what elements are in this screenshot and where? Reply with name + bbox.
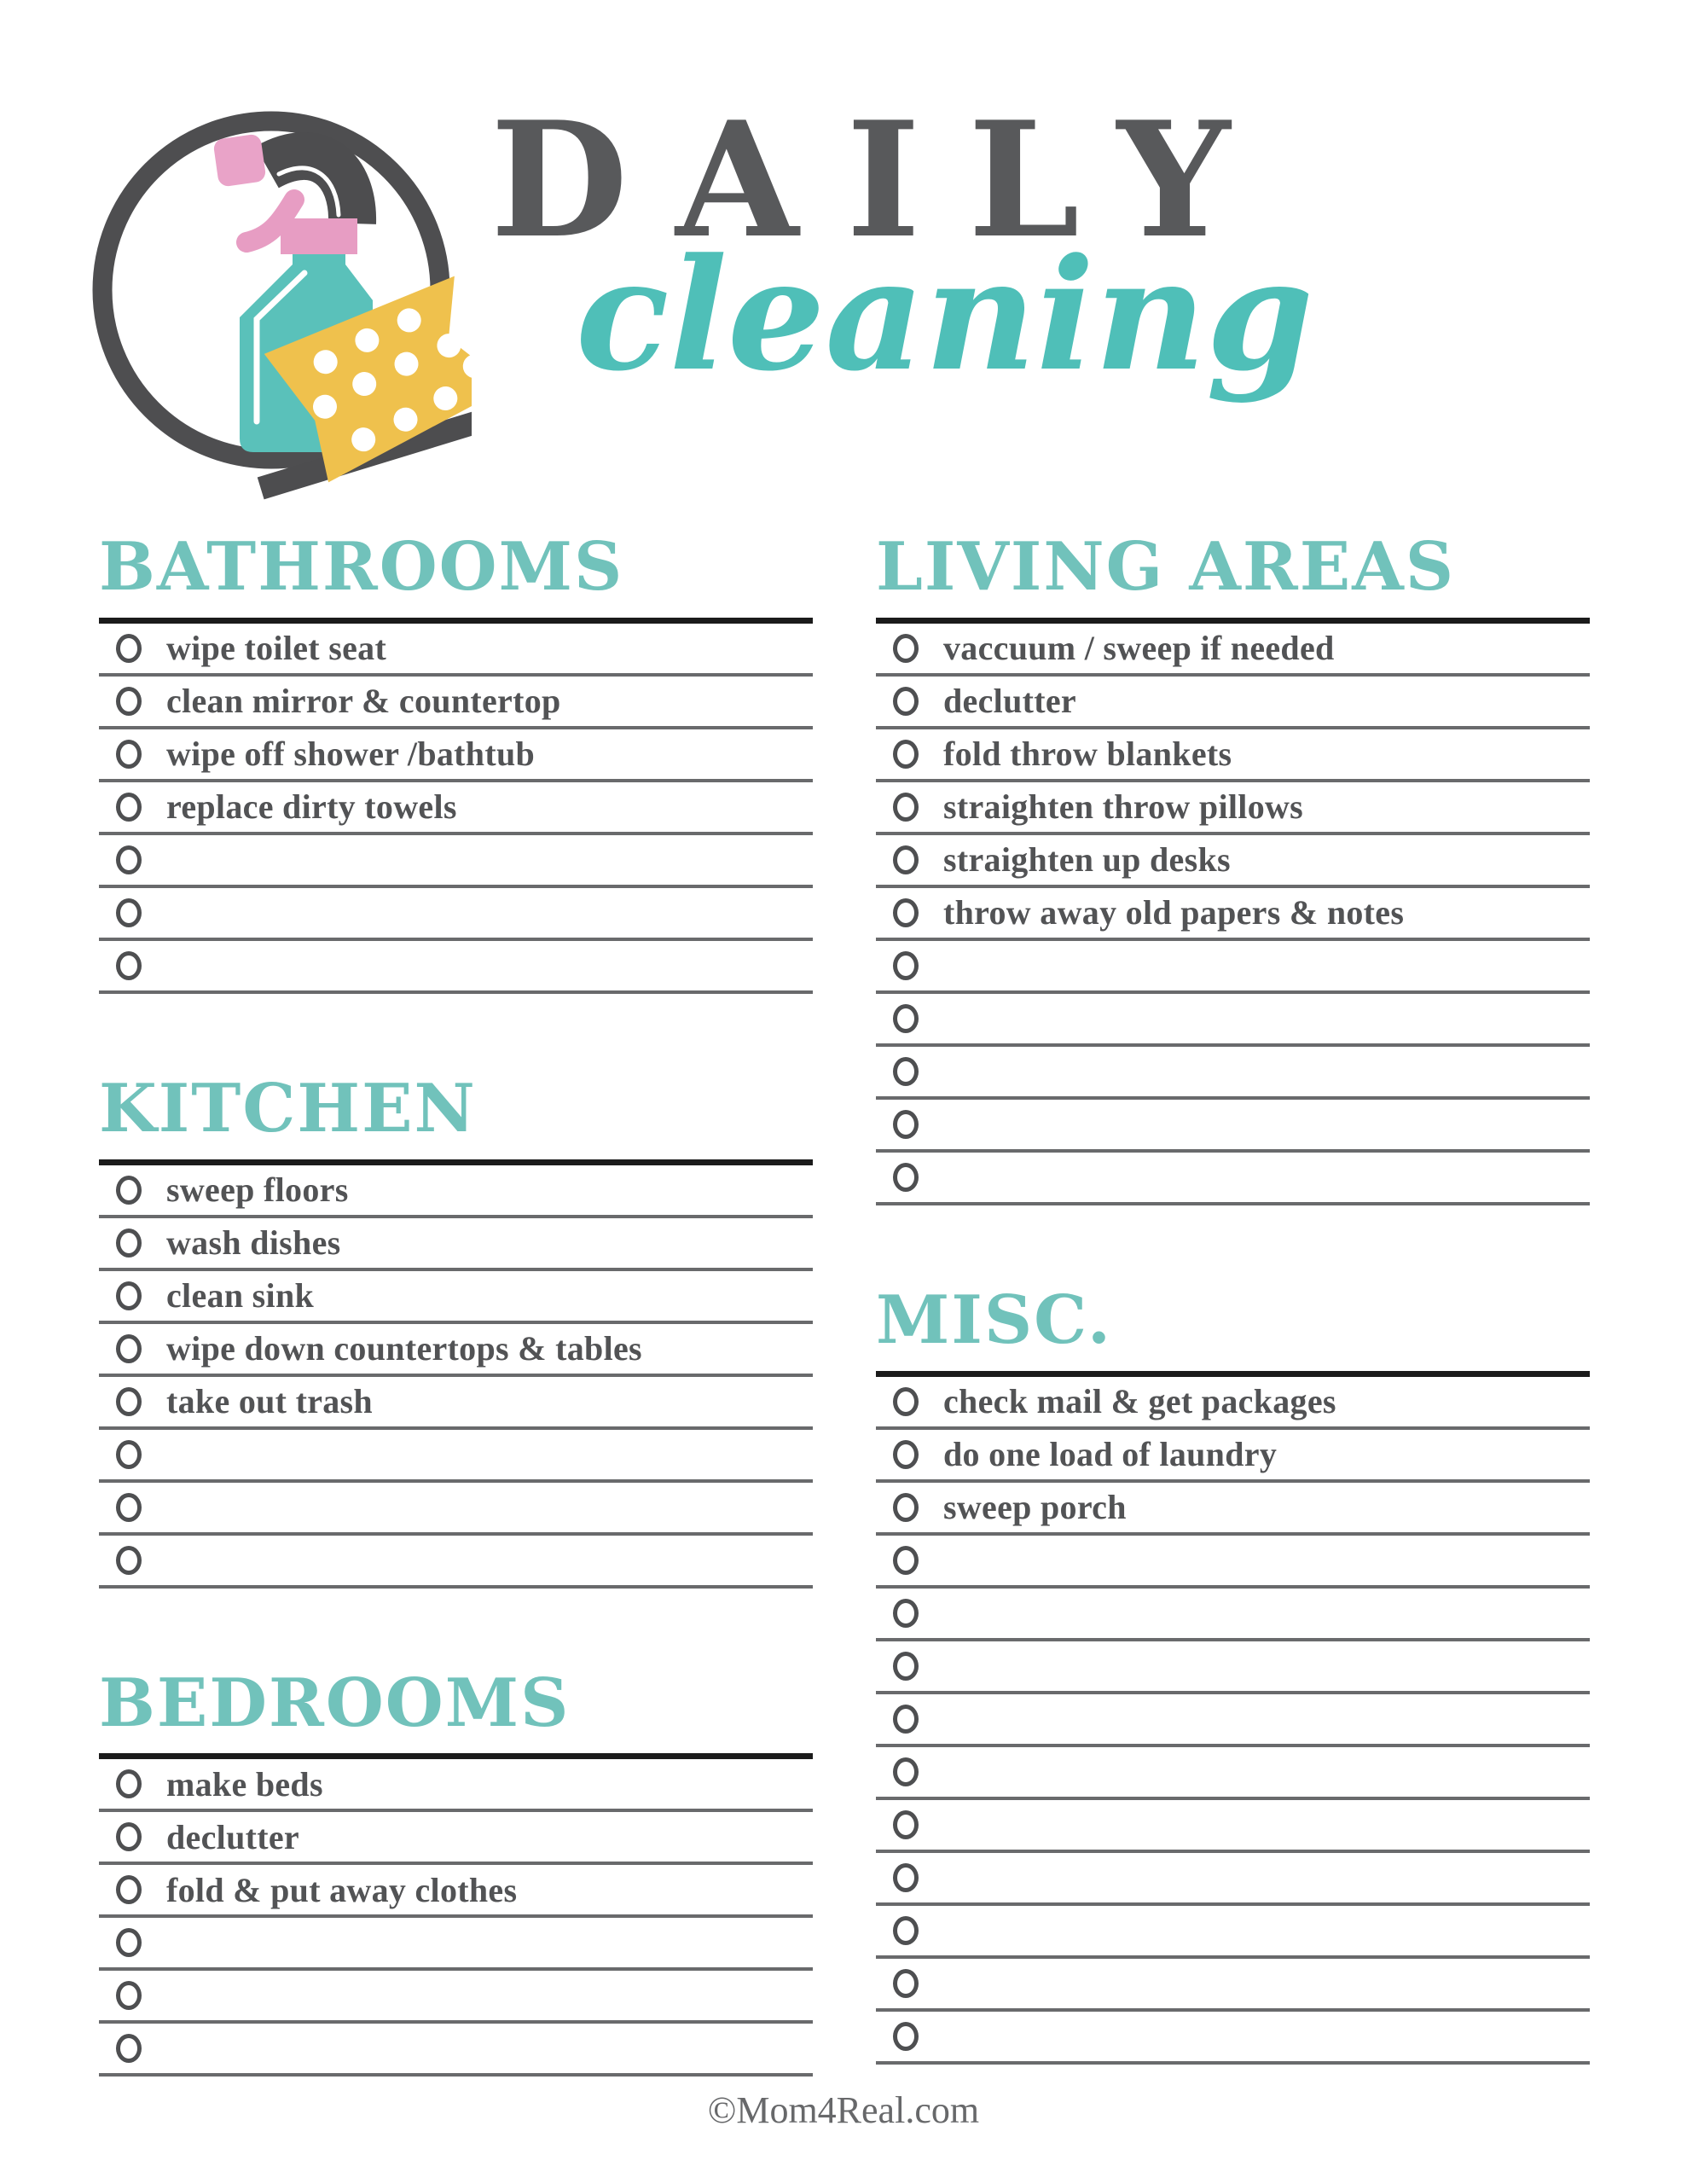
checklist-row bbox=[876, 2012, 1590, 2065]
checklist-row bbox=[99, 624, 813, 677]
checklist-row bbox=[876, 1100, 1590, 1153]
item-label: take out trash bbox=[166, 1382, 373, 1421]
checklist-row bbox=[99, 677, 813, 729]
checklist-row bbox=[99, 1483, 813, 1536]
checklist-row bbox=[876, 941, 1590, 994]
bottle-collar bbox=[281, 218, 357, 254]
checklist-row bbox=[876, 782, 1590, 835]
page-title bbox=[490, 86, 1314, 493]
item-label: wipe toilet seat bbox=[166, 629, 387, 668]
checkbox-circle[interactable] bbox=[893, 687, 919, 716]
checkbox-circle[interactable] bbox=[893, 1810, 919, 1839]
checkbox-circle[interactable] bbox=[116, 793, 142, 822]
checkbox-circle[interactable] bbox=[116, 1228, 142, 1258]
item-label: wipe down countertops & tables bbox=[166, 1329, 642, 1368]
item-label: do one load of laundry bbox=[943, 1435, 1278, 1474]
checklist-row bbox=[99, 1324, 813, 1377]
checklist-row bbox=[99, 1218, 813, 1271]
section-divider bbox=[99, 618, 813, 624]
checkbox-circle[interactable] bbox=[893, 1163, 919, 1192]
item-label: make beds bbox=[166, 1764, 323, 1804]
checkbox-circle[interactable] bbox=[116, 1928, 142, 1957]
item-label: wash dishes bbox=[166, 1223, 341, 1263]
checklist-row bbox=[99, 1918, 813, 1971]
checkbox-circle[interactable] bbox=[116, 1176, 142, 1205]
checkbox-circle[interactable] bbox=[116, 1546, 142, 1575]
checkbox-circle[interactable] bbox=[893, 845, 919, 874]
checkbox-circle[interactable] bbox=[893, 1916, 919, 1945]
section-heading: BATHROOMS bbox=[99, 528, 624, 606]
item-label: throw away old papers & notes bbox=[943, 893, 1405, 932]
checkbox-circle[interactable] bbox=[893, 1440, 919, 1469]
checklist-section bbox=[99, 528, 813, 994]
item-label: sweep floors bbox=[166, 1170, 349, 1210]
checkbox-circle[interactable] bbox=[893, 634, 919, 663]
checkbox-circle[interactable] bbox=[893, 1599, 919, 1628]
checklist-row bbox=[876, 1800, 1590, 1853]
checklist-row bbox=[876, 835, 1590, 888]
checkbox-circle[interactable] bbox=[893, 1757, 919, 1786]
checklist-row bbox=[99, 1812, 813, 1865]
checkbox-circle[interactable] bbox=[116, 1387, 142, 1416]
item-label: replace dirty towels bbox=[166, 787, 457, 827]
checklist-row bbox=[99, 941, 813, 994]
item-label: sweep porch bbox=[943, 1488, 1127, 1527]
checklist-row bbox=[99, 1971, 813, 2024]
checkbox-circle[interactable] bbox=[893, 1652, 919, 1681]
checklist-row bbox=[876, 1641, 1590, 1694]
item-label: clean mirror & countertop bbox=[166, 682, 561, 721]
checklist-row bbox=[99, 1759, 813, 1812]
section-heading: LIVING AREAS bbox=[876, 528, 1456, 606]
checkbox-circle[interactable] bbox=[116, 1281, 142, 1310]
checklist-row bbox=[876, 1853, 1590, 1906]
checkbox-circle[interactable] bbox=[893, 793, 919, 822]
item-label: check mail & get packages bbox=[943, 1382, 1336, 1421]
checklist-section bbox=[876, 528, 1590, 1205]
section-heading: KITCHEN bbox=[99, 1069, 477, 1147]
checklist-row bbox=[876, 1047, 1590, 1100]
checklist-row bbox=[876, 1747, 1590, 1800]
item-label: clean sink bbox=[166, 1276, 315, 1316]
checkbox-circle[interactable] bbox=[116, 1875, 142, 1904]
checkbox-circle[interactable] bbox=[893, 951, 919, 980]
footer-credit: ©Mom4Real.com bbox=[707, 2089, 980, 2131]
checkbox-circle[interactable] bbox=[893, 898, 919, 927]
item-label: wipe off shower /bathtub bbox=[166, 735, 536, 774]
checkbox-circle[interactable] bbox=[893, 740, 919, 769]
checklist-row bbox=[99, 729, 813, 782]
checklist-row bbox=[876, 1377, 1590, 1430]
checklist-section bbox=[876, 1281, 1590, 2065]
checklist-row bbox=[876, 994, 1590, 1047]
checklist-row bbox=[876, 1694, 1590, 1747]
checklist-row bbox=[99, 1865, 813, 1918]
checkbox-circle[interactable] bbox=[116, 740, 142, 769]
checkbox-circle[interactable] bbox=[893, 1705, 919, 1734]
checkbox-circle[interactable] bbox=[116, 845, 142, 874]
checkbox-circle[interactable] bbox=[893, 2022, 919, 2051]
checklist-row bbox=[876, 624, 1590, 677]
section-heading: BEDROOMS bbox=[99, 1664, 571, 1742]
checklist-row bbox=[876, 729, 1590, 782]
checklist-row bbox=[876, 1589, 1590, 1641]
checklist-row bbox=[876, 1536, 1590, 1589]
checkbox-circle[interactable] bbox=[893, 1493, 919, 1522]
checkbox-circle[interactable] bbox=[116, 1493, 142, 1522]
checklist-row bbox=[99, 1377, 813, 1430]
checklist-row bbox=[876, 677, 1590, 729]
title-cleaning: cleaning bbox=[576, 225, 1314, 405]
checklist-row bbox=[876, 1153, 1590, 1205]
section-heading: MISC. bbox=[876, 1281, 1113, 1359]
checkbox-circle[interactable] bbox=[893, 1004, 919, 1033]
item-label: vaccuum / sweep if needed bbox=[943, 629, 1335, 668]
section-divider bbox=[876, 618, 1590, 624]
checklist-row bbox=[876, 1906, 1590, 1959]
checkbox-circle[interactable] bbox=[893, 1546, 919, 1575]
title-daily: DAILY bbox=[490, 86, 1278, 273]
checkbox-circle[interactable] bbox=[893, 1969, 919, 1998]
section-divider bbox=[876, 1371, 1590, 1377]
cleaning-logo bbox=[88, 94, 472, 503]
item-label: straighten up desks bbox=[943, 840, 1231, 880]
checklist-row bbox=[99, 2024, 813, 2077]
checkbox-circle[interactable] bbox=[116, 1334, 142, 1363]
checkbox-circle[interactable] bbox=[116, 1440, 142, 1469]
item-label: straighten throw pillows bbox=[943, 787, 1304, 827]
section-divider bbox=[99, 1159, 813, 1165]
item-label: declutter bbox=[943, 682, 1076, 721]
left-column bbox=[99, 528, 813, 2077]
checklist-row bbox=[99, 782, 813, 835]
checklist-row bbox=[876, 888, 1590, 941]
checkbox-circle[interactable] bbox=[116, 898, 142, 927]
right-column bbox=[876, 528, 1590, 2065]
nozzle-cap-icon bbox=[212, 133, 266, 187]
checklist-row bbox=[99, 1536, 813, 1589]
checkbox-circle[interactable] bbox=[893, 1387, 919, 1416]
checklist-row bbox=[99, 835, 813, 888]
checkbox-circle[interactable] bbox=[116, 687, 142, 716]
checkbox-circle[interactable] bbox=[116, 1769, 142, 1798]
checkbox-circle[interactable] bbox=[893, 1110, 919, 1139]
item-label: declutter bbox=[166, 1817, 299, 1856]
checklist-row bbox=[99, 1430, 813, 1483]
checkbox-circle[interactable] bbox=[116, 634, 142, 663]
section-divider bbox=[99, 1753, 813, 1759]
checkbox-circle[interactable] bbox=[893, 1057, 919, 1086]
checkbox-circle[interactable] bbox=[116, 1981, 142, 2010]
item-label: fold & put away clothes bbox=[166, 1870, 518, 1909]
checklist-section bbox=[99, 1664, 813, 2077]
checklist-section bbox=[99, 1069, 813, 1589]
checkbox-circle[interactable] bbox=[116, 1822, 142, 1851]
checklist-row bbox=[876, 1430, 1590, 1483]
checklist-row bbox=[876, 1483, 1590, 1536]
checklist-row bbox=[99, 888, 813, 941]
checkbox-circle[interactable] bbox=[893, 1863, 919, 1892]
checkbox-circle[interactable] bbox=[116, 951, 142, 980]
checkbox-circle[interactable] bbox=[116, 2034, 142, 2063]
checklist-row bbox=[99, 1165, 813, 1218]
item-label: fold throw blankets bbox=[943, 735, 1232, 774]
checklist-row bbox=[876, 1959, 1590, 2012]
checklist-row bbox=[99, 1271, 813, 1324]
